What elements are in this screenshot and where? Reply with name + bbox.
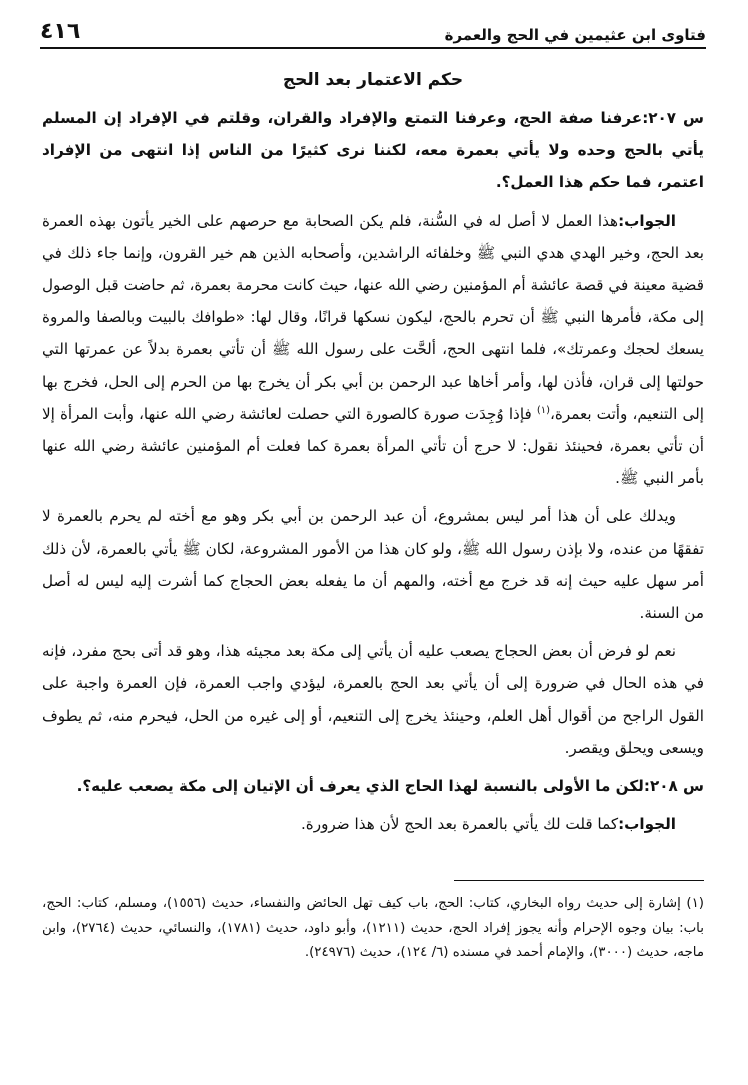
answer-1-label: الجواب: — [618, 211, 676, 230]
footnote-1: (١) إشارة إلى حديث رواه البخاري، كتاب: الحج، باب كيف تهل الحائض والنفساء، حديث (١٥٥٦)، ومسلم، كتاب: الحج، باب: بيان وجوه الإحرام وأنه يجوز إفراد الحج، حديث (١٢١١)، وأبو داود، حديث (١٧٨١)، والنسائي، حديث (٢٧٦٤)، وابن ماجه، حديث (٣٠٠٠)، والإمام أحمد في مسنده (٦/ ١٢٤)، حديث (٢٤٩٧٦). — [42, 896, 704, 960]
answer-2-text: كما قلت لك يأتي بالعمرة بعد الحج لأن هذا ضرورة. — [300, 815, 619, 834]
question-2-label: س ٢٠٨: — [643, 777, 704, 796]
footnotes — [42, 892, 704, 966]
footnote-reference[interactable]: (١) — [536, 404, 550, 416]
question-1-label: س ٢٠٧: — [642, 109, 704, 127]
section-title: حكم الاعتمار بعد الحج — [282, 70, 464, 90]
header-title: فتاوى ابن عثيمين في الحج والعمرة — [444, 26, 706, 44]
running-header — [40, 14, 706, 49]
page-number: ٤١٦ — [40, 19, 81, 44]
answer-1-text-part2: فإذا وُجِدَت صورة كالصورة التي حصلت لعائشة رضي الله عنها، وأبت المرأة إلا أن تأتي بعمرة، فحينئذ نقول: لا حرج أن تأتي المرأة بعمرة كما فعلت أم المؤمنين عائشة رضي الله عنها بأمر النبي ﷺ. — [42, 404, 704, 488]
answer-2 — [42, 808, 704, 840]
footnote-divider — [454, 880, 704, 881]
answer-1-text-part1: هذا العمل لا أصل له في السُّنة، فلم يكن الصحابة مع حرصهم على الخير يأتون بهذه العمرة بعد الحج، وخير الهدي هدي النبي ﷺ وخلفائه الراشدين، وأصحابه الذين هم خير القرون، وإنما جاء ذلك في قضية معينة في قصة عائشة أم المؤمنين رضي الله عنها، حيث كانت محرمة بعمرة، ثم حاضت قبل الوصول إلى مكة، فأمرها النبي ﷺ أن تحرم بالحج، ليكون نسكها قرانًا، وقال لها: «طوافك بالبيت وبالصفا والمروة يسعك لحجك وعمرتك»، فلما انتهى الحج، ألحَّت على رسول الله ﷺ أن تأتي بعمرة بدلاً عن عمرتها التي حولتها إلى قران، فأذن لها، وأمر أخاها عبد الرحمن بن أبي بكر أن يخرج بها من الحرم إلى الحل، فخرج بها إلى التنعيم، وأتت بعمرة، — [42, 211, 704, 423]
question-1-text: عرفنا صفة الحج، وعرفنا التمتع والإفراد والقران، وقلتم في الإفراد إن المسلم يأتي بالحج وحده ولا يأتي بعمرة معه، لكننا نرى كثيرًا من الناس إذا انتهى من الإفراد اعتمر، فما حكم هذا العمل؟. — [42, 109, 704, 192]
question-1 — [42, 102, 704, 199]
question-2-text: لكن ما الأولى بالنسبة لهذا الحاج الذي يعرف أن الإتيان إلى مكة يصعب عليه؟. — [76, 777, 644, 796]
paragraph-1: ويدلك على أن هذا أمر ليس بمشروع، أن عبد الرحمن بن أبي بكر وهو مع أخته لم يحرم بالعمرة لا تفقهًا من عنده، ولا بإذن رسول الله ﷺ، ولو كان هذا من الأمور المشروعة، لكان ﷺ يأتي بالعمرة، لأن ذلك أمر سهل عليه حيث إنه قد خرج مع أخته، والمهم أن ما يفعله بعض الحجاج كما أشرت إليه ليس له أصل من السنة. — [42, 507, 704, 623]
answer-1 — [42, 205, 704, 495]
main-content — [42, 58, 704, 846]
answer-2-label: الجواب: — [618, 815, 676, 834]
question-2 — [42, 770, 704, 802]
paragraph-2: نعم لو فرض أن بعض الحجاج يصعب عليه أن يأتي إلى مكة بعد مجيئه هذا، وهو قد أتى بحج مفرد، فإنه في هذه الحال في ضرورة إلى أن يأتي بعد الحج بالعمرة، ليؤدي واجب العمرة، فإن العمرة واجبة على القول الراجح من أقوال أهل العلم، وحينئذ يخرج إلى التنعيم، أو إلى غيره من الحل، فيحرم منه، ثم يطوف ويسعى ويحلق ويقصر. — [42, 642, 704, 757]
